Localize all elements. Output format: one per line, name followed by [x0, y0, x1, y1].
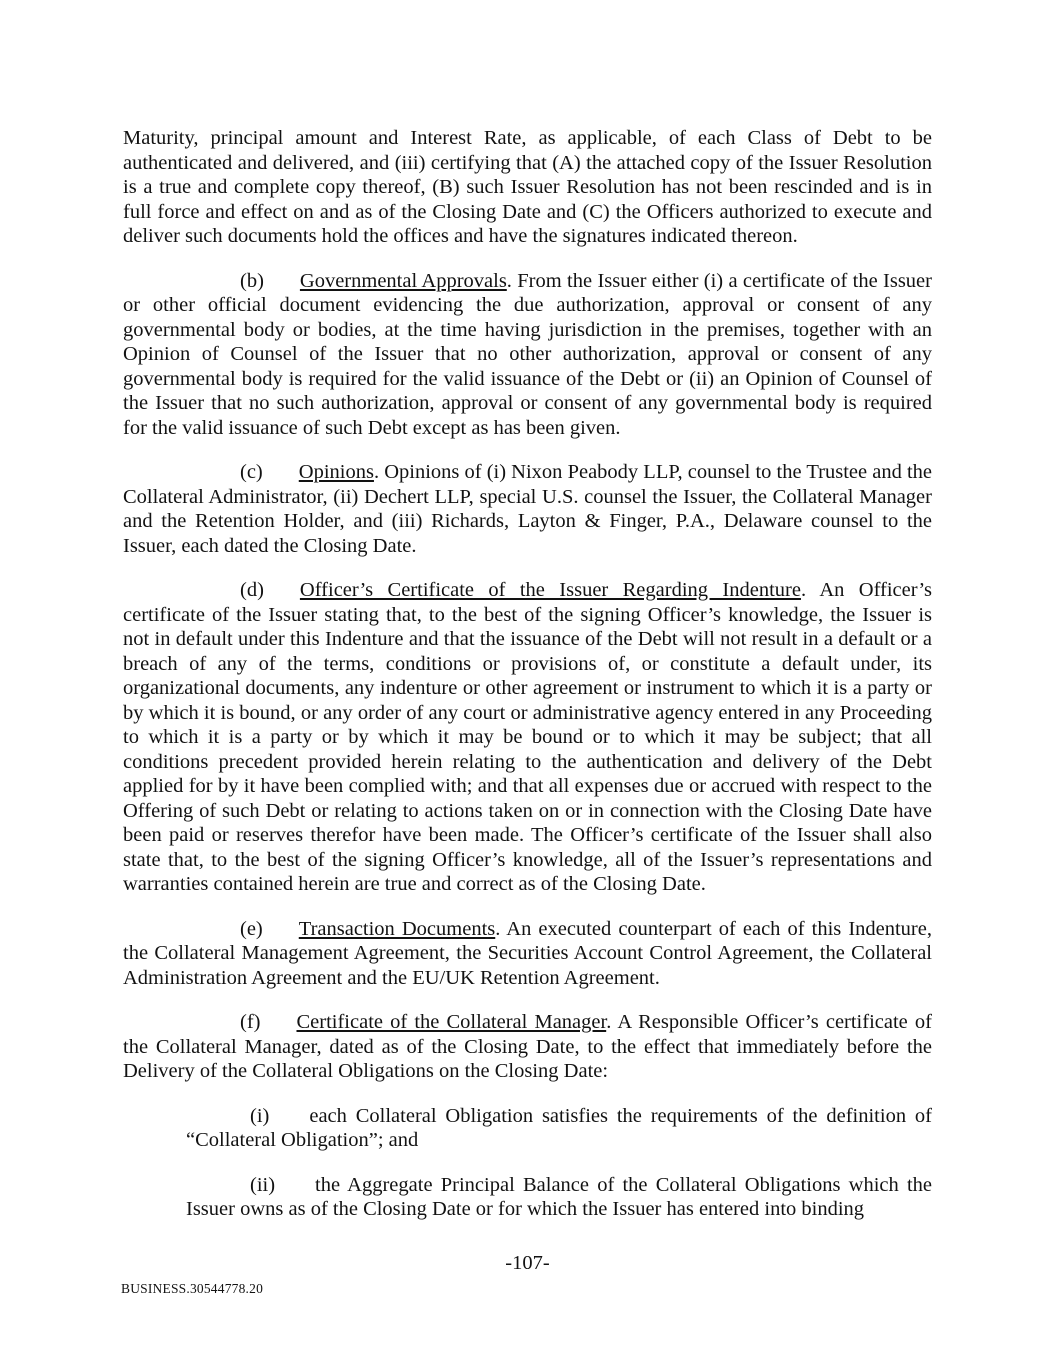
- paragraph-body: the Aggregate Principal Balance of the Collateral Obligations which the Issuer owns as of the Closing Date or for which the Issuer has entered into binding: [186, 1173, 932, 1220]
- paragraph-e: [123, 917, 932, 991]
- paragraph-body: Maturity, principal amount and Interest Rate, as applicable, of each Class of Debt to be authenticated and delivered, and (iii) certifying that (A) the attached copy of the Issuer Resolution is a true and complete copy thereof, (B) such Issuer Resolution has not been rescinded and is in full force and effect on and as of the Closing Date and (C) the Officers authorized to execute and deliver such documents hold the offices and have the signatures indicated thereon.: [123, 127, 932, 247]
- section-heading-transaction-documents: Transaction Documents: [298, 917, 496, 940]
- paragraph-label: (c): [240, 461, 263, 483]
- paragraph-label: (i): [250, 1104, 270, 1127]
- paragraph-sub-i: [186, 1104, 932, 1153]
- paragraph-body: . A Responsible Officer’s certificate of the Collateral Manager, dated as of the Closing Date, to the effect that immediately before the Delivery of the Collateral Obligations on the Closing Date:: [123, 1011, 932, 1082]
- paragraph-d: [123, 578, 932, 897]
- paragraph-sub-ii: [186, 1173, 932, 1222]
- section-heading-certificate-collateral-manager: Certificate of the Collateral Manager: [296, 1011, 607, 1033]
- paragraph-label: (e): [240, 917, 263, 940]
- page-content: [123, 126, 932, 1242]
- paragraph-body: . An Officer’s certificate of the Issuer stating that, to the best of the signing Officer’s knowledge, the Issuer is not in default under this Indenture and that the issuance of the Debt will not result in a default or a breach of any of the terms, conditions or provisions of, or constitute a default under, its organizational documents, any indenture or other agreement or instrument to which it is a party or by which it is bound, or any order of any court or administrative agency entered in any Proceeding to which it is a party or by which it may be bound or to which it may be subject; that all conditions precedent provided herein relating to the authentication and delivery of the Debt applied for by it have been complied with; and that all expenses due or accrued with respect to the Offering of such Debt or relating to actions taken on or in connection with the Closing Date have been paid or reserves therefor have been made. The Officer’s certificate of the Issuer shall also state that, to the best of the signing Officer’s knowledge, all of the Issuer’s representations and warranties contained herein are true and correct as of the Closing Date.: [123, 579, 933, 895]
- section-heading-opinions: Opinions: [298, 461, 374, 483]
- paragraph-f: [123, 1010, 932, 1084]
- paragraph-c: [123, 460, 932, 558]
- section-heading-governmental-approvals: Governmental Approvals: [299, 269, 507, 292]
- paragraph-body: . From the Issuer either (i) a certificate of the Issuer or other official document evidencing the due authorization, approval or consent of any governmental body or bodies, at the time having jurisdiction in the premises, together with an Opinion of Counsel of the Issuer that no other authorization, approval or consent of any governmental body is required for the valid issuance of the Debt or (ii) an Opinion of Counsel of the Issuer that no such authorization, approval or consent of any governmental body is required for the valid issuance of such Debt except as has been given.: [123, 269, 932, 439]
- paragraph-body: . An executed counterpart of each of this Indenture, the Collateral Management Agreement, the Securities Account Control Agreement, the Collateral Administration Agreement and the EU/UK Retention Agreement.: [123, 917, 932, 989]
- paragraph-label: (d): [240, 579, 264, 601]
- paragraph-label: (ii): [250, 1173, 276, 1196]
- page-number: -107-: [505, 1252, 550, 1274]
- document-reference: BUSINESS.30544778.20: [121, 1281, 264, 1296]
- paragraph-body: . Opinions of (i) Nixon Peabody LLP, counsel to the Trustee and the Collateral Administrator, (ii) Dechert LLP, special U.S. counsel the Issuer, the Collateral Manager and the Retention Holder, and (iii) Richards, Layton & Finger, P.A., Delaware counsel to the Issuer, each dated the Closing Date.: [123, 461, 932, 557]
- paragraph-label: (b): [240, 269, 264, 292]
- section-heading-officers-certificate: Officer’s Certificate of the Issuer Regarding Indenture: [299, 579, 801, 601]
- paragraph-b: [123, 269, 932, 441]
- paragraph-label: (f): [240, 1011, 261, 1033]
- paragraph-continuation: [123, 126, 932, 249]
- paragraph-body: each Collateral Obligation satisfies the requirements of the definition of “Collateral Obligation”; and: [186, 1104, 932, 1151]
